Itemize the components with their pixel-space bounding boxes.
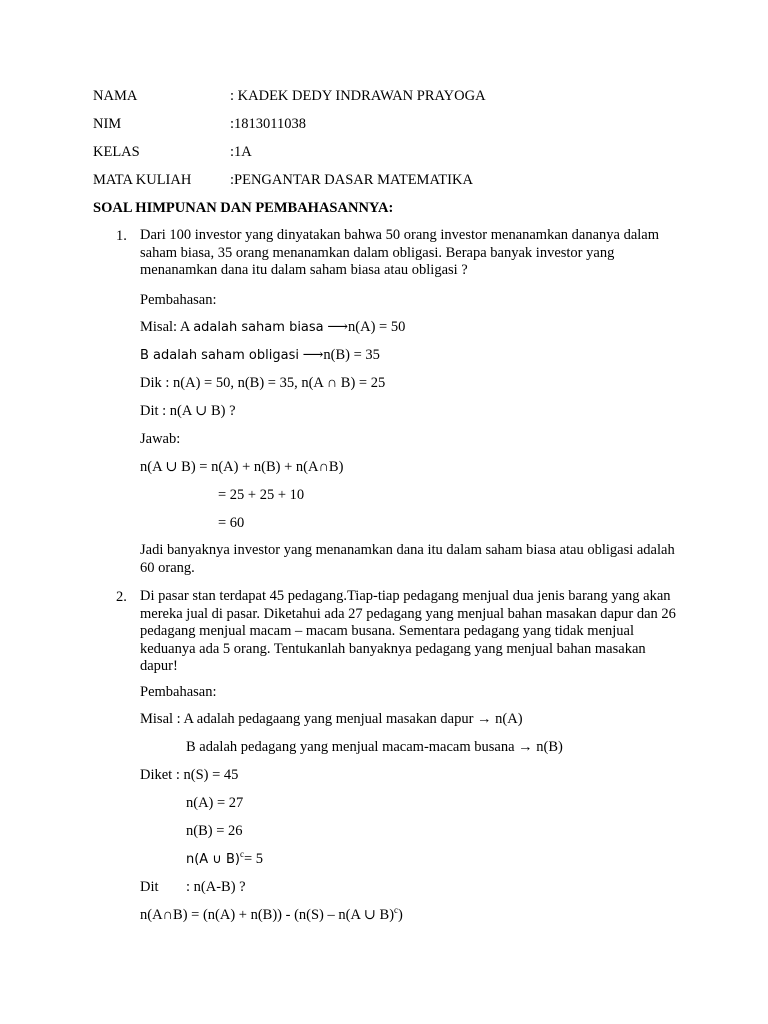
q1-dit: Dit : n(A ∪ B) ? bbox=[140, 403, 236, 419]
q1-pembahasan: Pembahasan: bbox=[140, 292, 217, 308]
q2-misal-b: B adalah pedagang yang menjual macam-macam busana → n(B) bbox=[186, 739, 563, 755]
q2-diket-c-pre: n(A ∪ B) bbox=[186, 852, 240, 867]
kelas-label: KELAS bbox=[93, 144, 140, 160]
q2-final-post: ) bbox=[398, 907, 403, 923]
q2-final bbox=[140, 906, 403, 924]
kelas-value: :1A bbox=[230, 144, 252, 160]
nama-label: NAMA bbox=[93, 88, 138, 104]
section-title: SOAL HIMPUNAN DAN PEMBAHASANNYA: bbox=[93, 200, 394, 216]
q2-diket-s: Diket : n(S) = 45 bbox=[140, 767, 239, 783]
q1-b-mono: B adalah saham obligasi bbox=[140, 348, 299, 363]
q2-diket-c-post: = 5 bbox=[243, 851, 264, 867]
q2-final-pre: n(A∩B) = (n(A) + n(B)) - (n(S) – n(A ∪ B) bbox=[140, 907, 395, 923]
q1-eq1: n(A ∪ B) = n(A) + n(B) + n(A∩B) bbox=[140, 459, 344, 475]
q1-misal-suffix: ⟶n(A) = 50 bbox=[323, 319, 406, 335]
q2-misal-a: Misal : A adalah pedagaang yang menjual masakan dapur → n(A) bbox=[140, 711, 523, 727]
q2-dit-label: Dit bbox=[140, 879, 159, 895]
matkul-label: MATA KULIAH bbox=[93, 172, 192, 188]
q2-diket-b: n(B) = 26 bbox=[186, 823, 243, 839]
q2-diket-a: n(A) = 27 bbox=[186, 795, 244, 811]
q2-diket-c bbox=[186, 850, 263, 869]
q1-b-line bbox=[140, 346, 380, 365]
nim-value: :1813011038 bbox=[230, 116, 306, 132]
q1-eq2: = 25 + 25 + 10 bbox=[218, 487, 305, 503]
q1-jawab: Jawab: bbox=[140, 431, 181, 447]
q1-conclusion: Jadi banyaknya investor yang menanamkan dana itu dalam saham biasa atau obligasi adalah 60 orang. bbox=[140, 542, 675, 576]
q1-misal-prefix: Misal: A bbox=[140, 319, 194, 335]
nama-value: : KADEK DEDY INDRAWAN PRAYOGA bbox=[230, 88, 486, 104]
q2-dit-value: : n(A-B) ? bbox=[186, 879, 246, 895]
q1-misal bbox=[140, 318, 405, 337]
q2-pembahasan: Pembahasan: bbox=[140, 684, 217, 700]
q1-b-suffix: ⟶n(B) = 35 bbox=[298, 347, 380, 363]
q2-number: 2. bbox=[116, 589, 127, 605]
q1-number: 1. bbox=[116, 228, 127, 244]
nim-label: NIM bbox=[93, 116, 122, 132]
q1-dik: Dik : n(A) = 50, n(B) = 35, n(A ∩ B) = 25 bbox=[140, 375, 386, 391]
matkul-value: :PENGANTAR DASAR MATEMATIKA bbox=[230, 172, 473, 188]
q2-final-sup: c bbox=[394, 905, 399, 916]
q2-diket-c-sup: c bbox=[239, 849, 244, 860]
q1-question: Dari 100 investor yang dinyatakan bahwa 50 orang investor menanamkan dananya dalam saham biasa, 35 orang menanamkan dalam obligasi. Berapa banyak investor yang menanamkan dana itu dalam saham biasa atau obligasi ? bbox=[140, 227, 660, 278]
q2-question: Di pasar stan terdapat 45 pedagang.Tiap-tiap pedagang menjual dua jenis barang yang akan mereka jual di pasar. Diketahui ada 27 pedagang yang menjual bahan masakan dapur dan 26 pedagang menjual macam – macam busana. Sementara pedagang yang tidak menjual keduanya ada 5 orang. Tentukanlah banyaknya pedagang yang menjual bahan masakan dapur! bbox=[140, 588, 676, 674]
q1-eq3: = 60 bbox=[218, 515, 245, 531]
q1-misal-mono: adalah saham biasa bbox=[193, 320, 324, 335]
